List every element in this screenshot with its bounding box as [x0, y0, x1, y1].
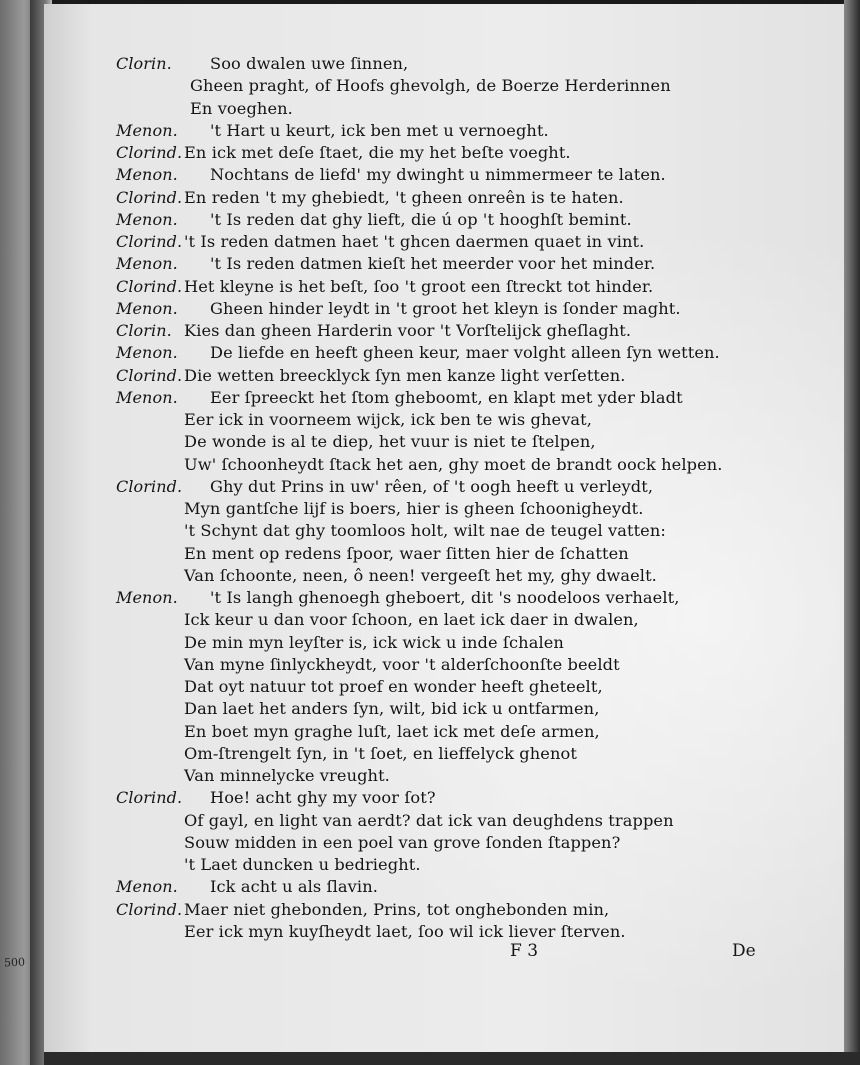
verse-text: Uw' ſchoonheydt ſtack het aen, ghy moet de brandt oock helpen. — [184, 454, 723, 474]
verse-text: Soo dwalen uwe ſinnen, — [210, 54, 409, 73]
verse-line — [116, 54, 860, 76]
verse-text: De wonde is al te diep, het vuur is niet te ſtelpen, — [184, 432, 596, 452]
speaker-name: Clorin. — [116, 321, 172, 340]
verse-text: Kies dan gheen Harderin voor 't Vorſtelijck gheſlaght. — [184, 321, 632, 340]
verse-line — [116, 254, 860, 276]
verse-line — [116, 610, 860, 632]
verse-text-block — [116, 54, 836, 944]
verse-text: 't Schynt dat ghy toomloos holt, wilt nae de teugel vatten: — [184, 521, 666, 541]
verse-text: Gheen praght, of Hoofs ghevolgh, de Boerze Herderinnen — [190, 76, 671, 96]
verse-line — [116, 855, 860, 877]
verse-text: Maer niet ghebonden, Prins, tot onghebonden min, — [184, 899, 610, 919]
verse-text: Souw midden in een poel van grove ſonden ſtappen? — [184, 832, 621, 852]
speaker-name: Menon. — [116, 387, 178, 407]
catchword: De — [732, 941, 756, 961]
verse-line — [116, 366, 860, 388]
verse-line — [116, 588, 860, 610]
verse-line — [116, 143, 860, 165]
page-right-edge — [844, 0, 860, 1065]
verse-text: De min myn leyſter is, ick wick u inde ſchalen — [184, 632, 564, 652]
verse-line — [116, 121, 860, 143]
speaker-name: Clorin. — [116, 54, 172, 73]
verse-text: 't Is reden datmen haet 't ghcen daermen quaet in vint. — [184, 232, 645, 251]
verse-text: En reden 't my ghebiedt, 't gheen onreên is te haten. — [184, 187, 624, 207]
verse-line — [116, 432, 860, 454]
verse-line — [116, 343, 860, 365]
verse-line — [116, 788, 860, 810]
verse-line — [116, 633, 860, 655]
verse-line — [116, 544, 860, 566]
verse-text: 't Is reden dat ghy lieft, die ú op 't hooghſt bemint. — [210, 209, 632, 229]
verse-text: En voeghen. — [190, 98, 293, 118]
speaker-name: Clorind. — [116, 476, 183, 496]
verse-text: Dat oyt natuur tot proef en wonder heeft gheteelt, — [184, 677, 603, 696]
verse-text: Of gayl, en light van aerdt? dat ick van deughdens trappen — [184, 810, 674, 830]
verse-line — [116, 833, 860, 855]
verse-line — [116, 766, 860, 788]
verse-text: En ment op redens ſpoor, waer ſitten hier de ſchatten — [184, 543, 629, 563]
speaker-name: Menon. — [116, 120, 178, 140]
verse-text: En boet myn graghe luſt, laet ick met deſe armen, — [184, 721, 600, 741]
speaker-name: Clorind. — [116, 899, 183, 919]
verse-line — [116, 188, 860, 210]
verse-text: 't Is reden datmen kieſt het meerder voor het minder. — [210, 254, 656, 274]
verse-text: Ick acht u als ſlavin. — [210, 877, 378, 897]
verse-line — [116, 811, 860, 833]
verse-text: Gheen hinder leydt in 't groot het kleyn is ſonder maght. — [210, 298, 681, 318]
verse-text: Eer ick myn kuyſheydt laet, ſoo wil ick liever ſterven. — [184, 921, 626, 941]
book-page — [44, 4, 848, 1056]
verse-line — [116, 299, 860, 321]
verse-line — [116, 321, 860, 343]
speaker-name: Menon. — [116, 877, 178, 897]
verse-text: Om-ſtrengelt ſyn, in 't ſoet, en lieffelyck ghenot — [184, 743, 577, 763]
verse-line — [116, 99, 860, 121]
verse-text: Eer ick in voorneem wijck, ick ben te wis ghevat, — [184, 410, 593, 429]
verse-text: Het kleyne is het beſt, ſoo 't groot een ſtreckt tot hinder. — [184, 276, 654, 296]
verse-line — [116, 677, 860, 699]
signature-mark: F 3 — [510, 941, 539, 961]
speaker-name: Menon. — [116, 343, 178, 363]
verse-line — [116, 232, 860, 254]
speaker-name: Menon. — [116, 254, 178, 274]
verse-line — [116, 76, 860, 98]
page-bottom-edge — [44, 1052, 860, 1065]
verse-line — [116, 455, 860, 477]
verse-line — [116, 499, 860, 521]
verse-line — [116, 655, 860, 677]
verse-text: Myn gantſche lijf is boers, hier is gheen ſchoonigheydt. — [184, 499, 644, 518]
verse-line — [116, 744, 860, 766]
speaker-name: Clorind. — [116, 276, 183, 296]
verse-text: Nochtans de liefd' my dwinght u nimmermeer te laten. — [210, 165, 666, 185]
verse-text: 't Is langh ghenoegh gheboert, dit 's noodeloos verhaelt, — [210, 588, 680, 607]
verse-text: 't Laet duncken u bedrieght. — [184, 855, 421, 874]
verse-line — [116, 699, 860, 721]
speaker-name: Menon. — [116, 298, 178, 318]
speaker-name: Menon. — [116, 209, 178, 229]
verse-line — [116, 722, 860, 744]
speaker-name: Clorind. — [116, 187, 183, 207]
verse-line — [116, 877, 860, 899]
verse-line — [116, 277, 860, 299]
margin-note: 500 — [3, 955, 26, 970]
speaker-name: Menon. — [116, 588, 178, 607]
verse-text: Dan laet het anders ſyn, wilt, bid ick u ontfarmen, — [184, 699, 600, 719]
verse-text: Van myne ſinlyckheydt, voor 't alderſchoonſte beeldt — [184, 654, 620, 674]
verse-line — [116, 477, 860, 499]
verse-text: 't Hart u keurt, ick ben met u vernoeght. — [210, 120, 549, 140]
speaker-name: Menon. — [116, 165, 178, 185]
verse-text: Van minnelycke vreught. — [184, 766, 390, 785]
verse-line — [116, 900, 860, 922]
speaker-name: Clorind. — [116, 788, 183, 808]
verse-line — [116, 410, 860, 432]
verse-line — [116, 521, 860, 543]
verse-text: Hoe! acht ghy my voor ſot? — [210, 788, 436, 808]
verse-text: En ick met deſe ſtaet, die my het beſte voeght. — [184, 143, 571, 162]
verse-text: Van ſchoonte, neen, ô neen! vergeeſt het my, ghy dwaelt. — [184, 565, 657, 585]
speaker-name: Clorind. — [116, 232, 183, 251]
verse-text: Ick keur u dan voor ſchoon, en laet ick daer in dwalen, — [184, 610, 639, 630]
verse-line — [116, 210, 860, 232]
verse-line — [116, 388, 860, 410]
verse-text: Die wetten breecklyck ſyn men kanze light verſetten. — [184, 365, 626, 385]
verse-line — [116, 566, 860, 588]
verse-line — [116, 165, 860, 187]
verse-text: Eer ſpreeckt het ſtom gheboomt, en klapt met yder bladt — [210, 387, 683, 407]
verse-text: De liefde en heeft gheen keur, maer volght alleen ſyn wetten. — [210, 343, 720, 363]
speaker-name: Clorind. — [116, 143, 183, 162]
speaker-name: Clorind. — [116, 365, 183, 385]
verse-text: Ghy dut Prins in uw' rêen, of 't oogh heeft u verleydt, — [210, 476, 654, 496]
